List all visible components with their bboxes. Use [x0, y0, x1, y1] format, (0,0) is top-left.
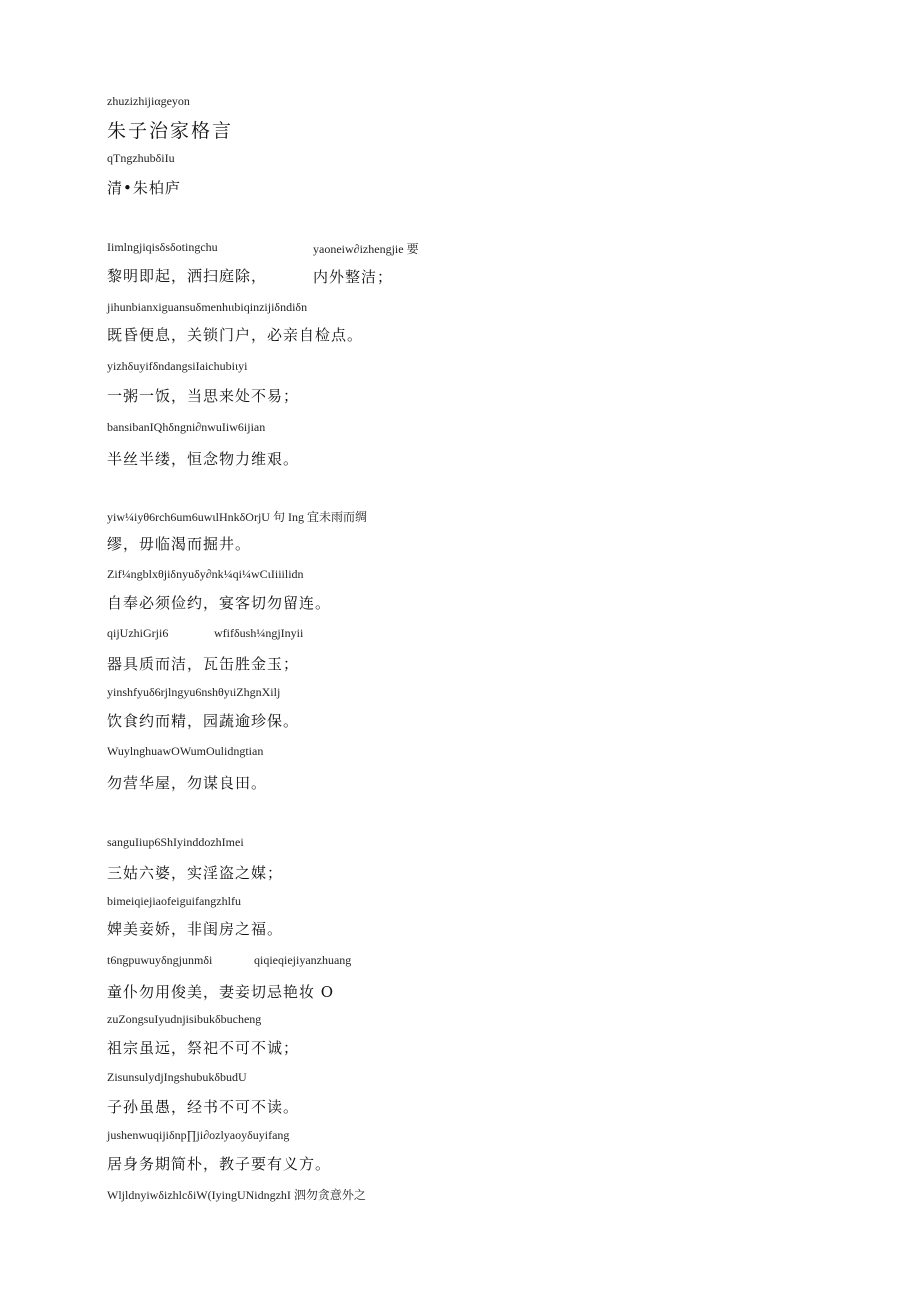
pinyin-line: bansibanIQhδngni∂nwuIiw6ijian [107, 420, 266, 434]
verse-line: 自奉必须俭约，宴客切勿留连。 [107, 594, 332, 612]
verse-line: 子孙虽愚，经书不可不读。 [107, 1098, 300, 1116]
pinyin-line: t6ngpuwuyδngjunmδi [107, 953, 213, 967]
pinyin-line: zuZongsuIyudnjisibukδbucheng [107, 1012, 262, 1026]
pinyin-line: bimeiqiejiaofeiguifangzhlfu [107, 894, 241, 908]
verse-line: 饮食约而精，园蔬逾珍保。 [107, 712, 300, 730]
pinyin-line: qijUzhiGrji6 [107, 626, 169, 640]
author-pinyin: qTngzhubδiIu [107, 151, 175, 165]
pinyin-line: yizhδuyifδndangsiIaichubiιyi [107, 359, 248, 373]
verse-line: 婢美妾娇，非闺房之福。 [107, 920, 284, 938]
verse-line: 三姑六婆，实淫盗之媒； [107, 864, 284, 882]
pinyin-line: Iimlngjiqisδsδotingchu [107, 240, 218, 254]
verse-line: 既昏便息，关锁门户，必亲自检点。 [107, 326, 364, 344]
verse-line: 童仆勿用俊美，妻妾切忌艳妆 O [107, 983, 335, 1001]
pinyin-line: Zif¼ngblxθjiδnyuδy∂nk¼qi¼wCιIiiilidn [107, 567, 304, 581]
author-name: 清•朱柏庐 [107, 179, 181, 197]
pinyin-line: ZisunsulydjIngshubukδbudU [107, 1070, 247, 1084]
page-title: 朱子治家格言 [107, 120, 234, 142]
verse-line: 黎明即起，洒扫庭除， [107, 267, 268, 285]
verse-line: 半丝半缕，恒念物力维艰。 [107, 450, 300, 468]
title-pinyin: zhuzizhijiαgeyon [107, 94, 190, 108]
pinyin-line-right: qiqieqiejiyanzhuang [254, 953, 352, 967]
verse-line: 器具质而洁，瓦缶胜金玉； [107, 655, 300, 673]
verse-line-right: 内外整洁； [313, 268, 394, 286]
pinyin-line-right: yaoneiw∂izhengjie 要 [313, 242, 419, 256]
pinyin-line-right: wfifδush¼ngjInyii [214, 626, 304, 640]
pinyin-line: WljldnyiwδizhlcδiW(IyingUNidngzhI 泗勿贪意外之 [107, 1188, 366, 1202]
pinyin-line: yinshfyuδ6rjlngyu6nshθyιiZhgnXilj [107, 685, 281, 699]
pinyin-line: WuylnghuawOWumOulidngtian [107, 744, 264, 758]
pinyin-line: sanguIiup6ShIyinddozhImei [107, 835, 244, 849]
pinyin-line: yiw¼iyθ6rch6um6uwιlHnkδOrjU 句 Ing 宜未雨而绸 [107, 510, 367, 524]
verse-line: 勿营华屋，勿谋良田。 [107, 774, 268, 792]
verse-line: 缪，毋临渴而掘井。 [107, 535, 252, 553]
verse-line: 祖宗虽远，祭祀不可不诚； [107, 1039, 300, 1057]
verse-line: 居身务期简朴，教子要有义方。 [107, 1155, 332, 1173]
verse-line: 一粥一饭，当思来处不易； [107, 387, 300, 405]
pinyin-line: jushenwuqijiδnp∏ji∂ozlyaoyδuyifang [107, 1128, 290, 1142]
pinyin-line: jihunbianxiguansuδmenhιιbiqinzijiδndiδn [107, 300, 308, 314]
